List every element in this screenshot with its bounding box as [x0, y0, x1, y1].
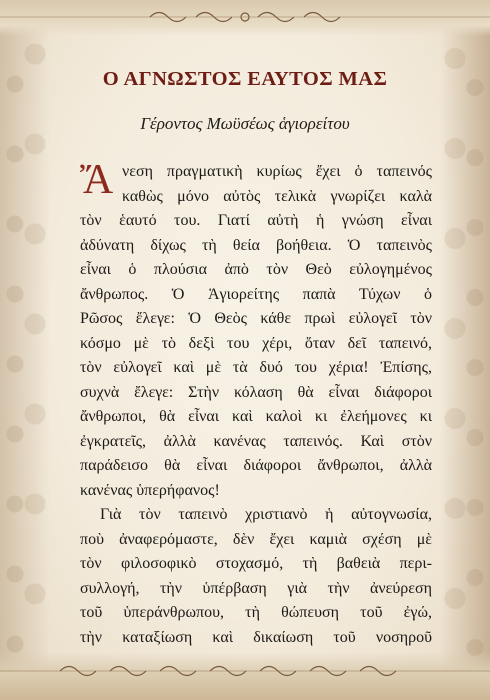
- article-body: [80, 157, 432, 650]
- text-line: τὸν εὐλογεῖ καὶ μὲ τὰ δυό του χέρια! Ἐπίσης,: [80, 359, 432, 376]
- text-line: συλλογή, τὴν ὑπέρβαση γιὰ τὴν ἀνεύρεση: [80, 579, 432, 597]
- text-line: Γιὰ τὸν ταπεινὸ χριστιανὸ ἡ αὐτογνωσία,: [100, 506, 432, 523]
- text-line: νεση πραγματικὴ κυρίως ἔχει ὁ ταπεινός: [122, 163, 432, 180]
- text-line: Ρῶσος ἔλεγε: Ὁ Θεὸς κάθε πρωὶ εὐλογεῖ τὸν: [80, 310, 432, 327]
- text-line: κανένας ὑπερήφανος!: [80, 481, 220, 499]
- bottom-ornament: [0, 664, 490, 678]
- text-line: ἄνθρωποι, θὰ εἶναι καὶ καλοὶ κι ἐλεήμονες κι: [80, 408, 432, 425]
- text-line: τοῦ ὑπεράνθρωπου, τὴ θώπευση τοῦ ἐγώ,: [80, 604, 432, 621]
- right-damask-border: [440, 0, 490, 700]
- text-line: κόσμο μὲ τὸ δεξὶ του χέρι, ὅταν δεῖ ταπεινό,: [80, 334, 432, 352]
- left-damask-border: [0, 0, 50, 700]
- author-subtitle: Γέροντος Μωϋσέως ἁγιορείτου: [140, 114, 350, 133]
- page-title: Ο ΑΓΝΩΣΤΟΣ ΕΑΥΤΟΣ ΜΑΣ: [102, 68, 388, 90]
- paragraph-1: [80, 157, 432, 503]
- text-line: παράδεισο θὰ εἶναι διάφοροι ἄνθρωποι, ἀλλὰ: [80, 457, 432, 474]
- text-line: ἄνθρωπος. Ὁ Ἁγιορείτης παπὰ Τύχων ὁ: [80, 285, 432, 303]
- text-line: ἀδύνατη δίχως τὴ θεία βοήθεια. Ὁ ταπεινὸς: [80, 236, 432, 254]
- text-line: εἶναι ὁ πλούσια ἀπὸ τὸν Θεὸ εὐλογημένος: [80, 261, 432, 278]
- text-line: καθὼς μόνο αὐτὸς τελικὰ γνωρίζει καλὰ: [122, 187, 432, 205]
- text-line: ποὺ ἀναφερόμαστε, δὲν ἔχει καμιὰ σχέση μὲ: [80, 530, 432, 548]
- text-line: τὴν καταξίωση καὶ δικαίωση τοῦ νοσηροῦ: [80, 628, 432, 646]
- paragraph-2: [80, 503, 432, 650]
- text-line: συχνὰ ἔλεγε: Στὴν κόλαση θὰ εἶναι διάφοροι: [80, 383, 432, 401]
- text-line: τὸν φιλοσοφικὸ στοχασμό, τὴ βαθειὰ περι-: [80, 555, 432, 572]
- drop-cap-letter: Ἄ: [80, 157, 114, 203]
- top-ornament: [0, 10, 490, 24]
- text-line: τὸν ἑαυτό του. Γιατί αὐτὴ ἡ γνώση εἶναι: [80, 212, 432, 229]
- text-line: ἐγκρατεῖς, ἀλλὰ κανένας ταπεινός. Καὶ στὸν: [80, 432, 432, 450]
